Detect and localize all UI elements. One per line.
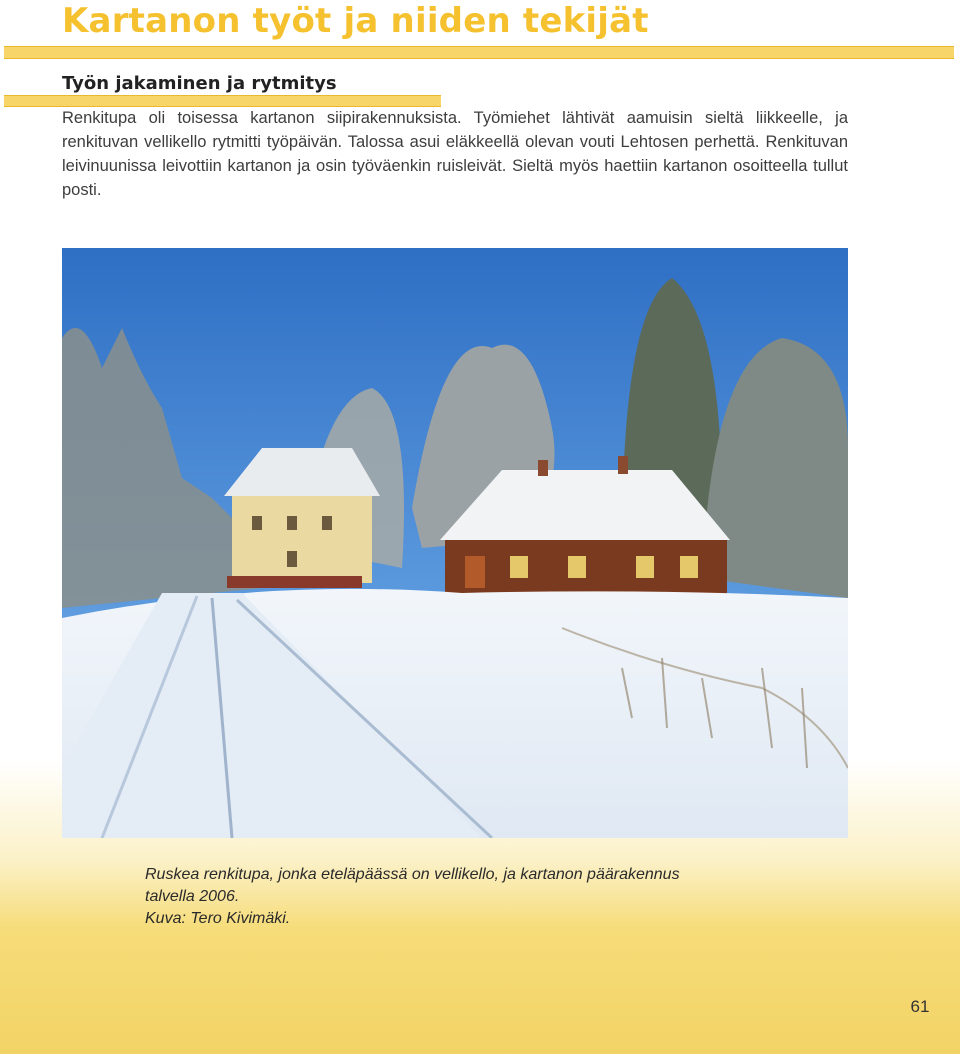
page-number: 61 (910, 997, 930, 1016)
page-title: Kartanon työt ja niiden tekijät (62, 1, 649, 41)
photo-caption (145, 864, 745, 930)
caption-credit: Kuva: Tero Kivimäki. (145, 910, 291, 927)
caption-line-1: Ruskea renkitupa, jonka eteläpäässä on vellikello, ja kartanon päärakennus (145, 866, 680, 883)
red-fence (227, 576, 362, 588)
winter-manor-photo (62, 248, 848, 838)
body-paragraph: Renkitupa oli toisessa kartanon siipirakennuksista. Työmiehet lähtivät aamuisin sieltä liikkeelle, ja renkituvan vellikello rytmitti työpäivän. Talossa asui eläkkeellä olevan vouti Lehtosen perhettä. Renkituvan leivinuunissa leivottiin kartanon ja osin työväenkin ruisleivät. Sieltä myös haettiin kartanon osoitteella tullut posti. (62, 109, 848, 199)
title-underline-bar (4, 46, 954, 59)
main-building-wall (232, 493, 372, 583)
section-heading: Työn jakaminen ja rytmitys (62, 73, 337, 94)
caption-line-2: talvella 2006. (145, 888, 240, 905)
cottage-door (465, 556, 485, 588)
